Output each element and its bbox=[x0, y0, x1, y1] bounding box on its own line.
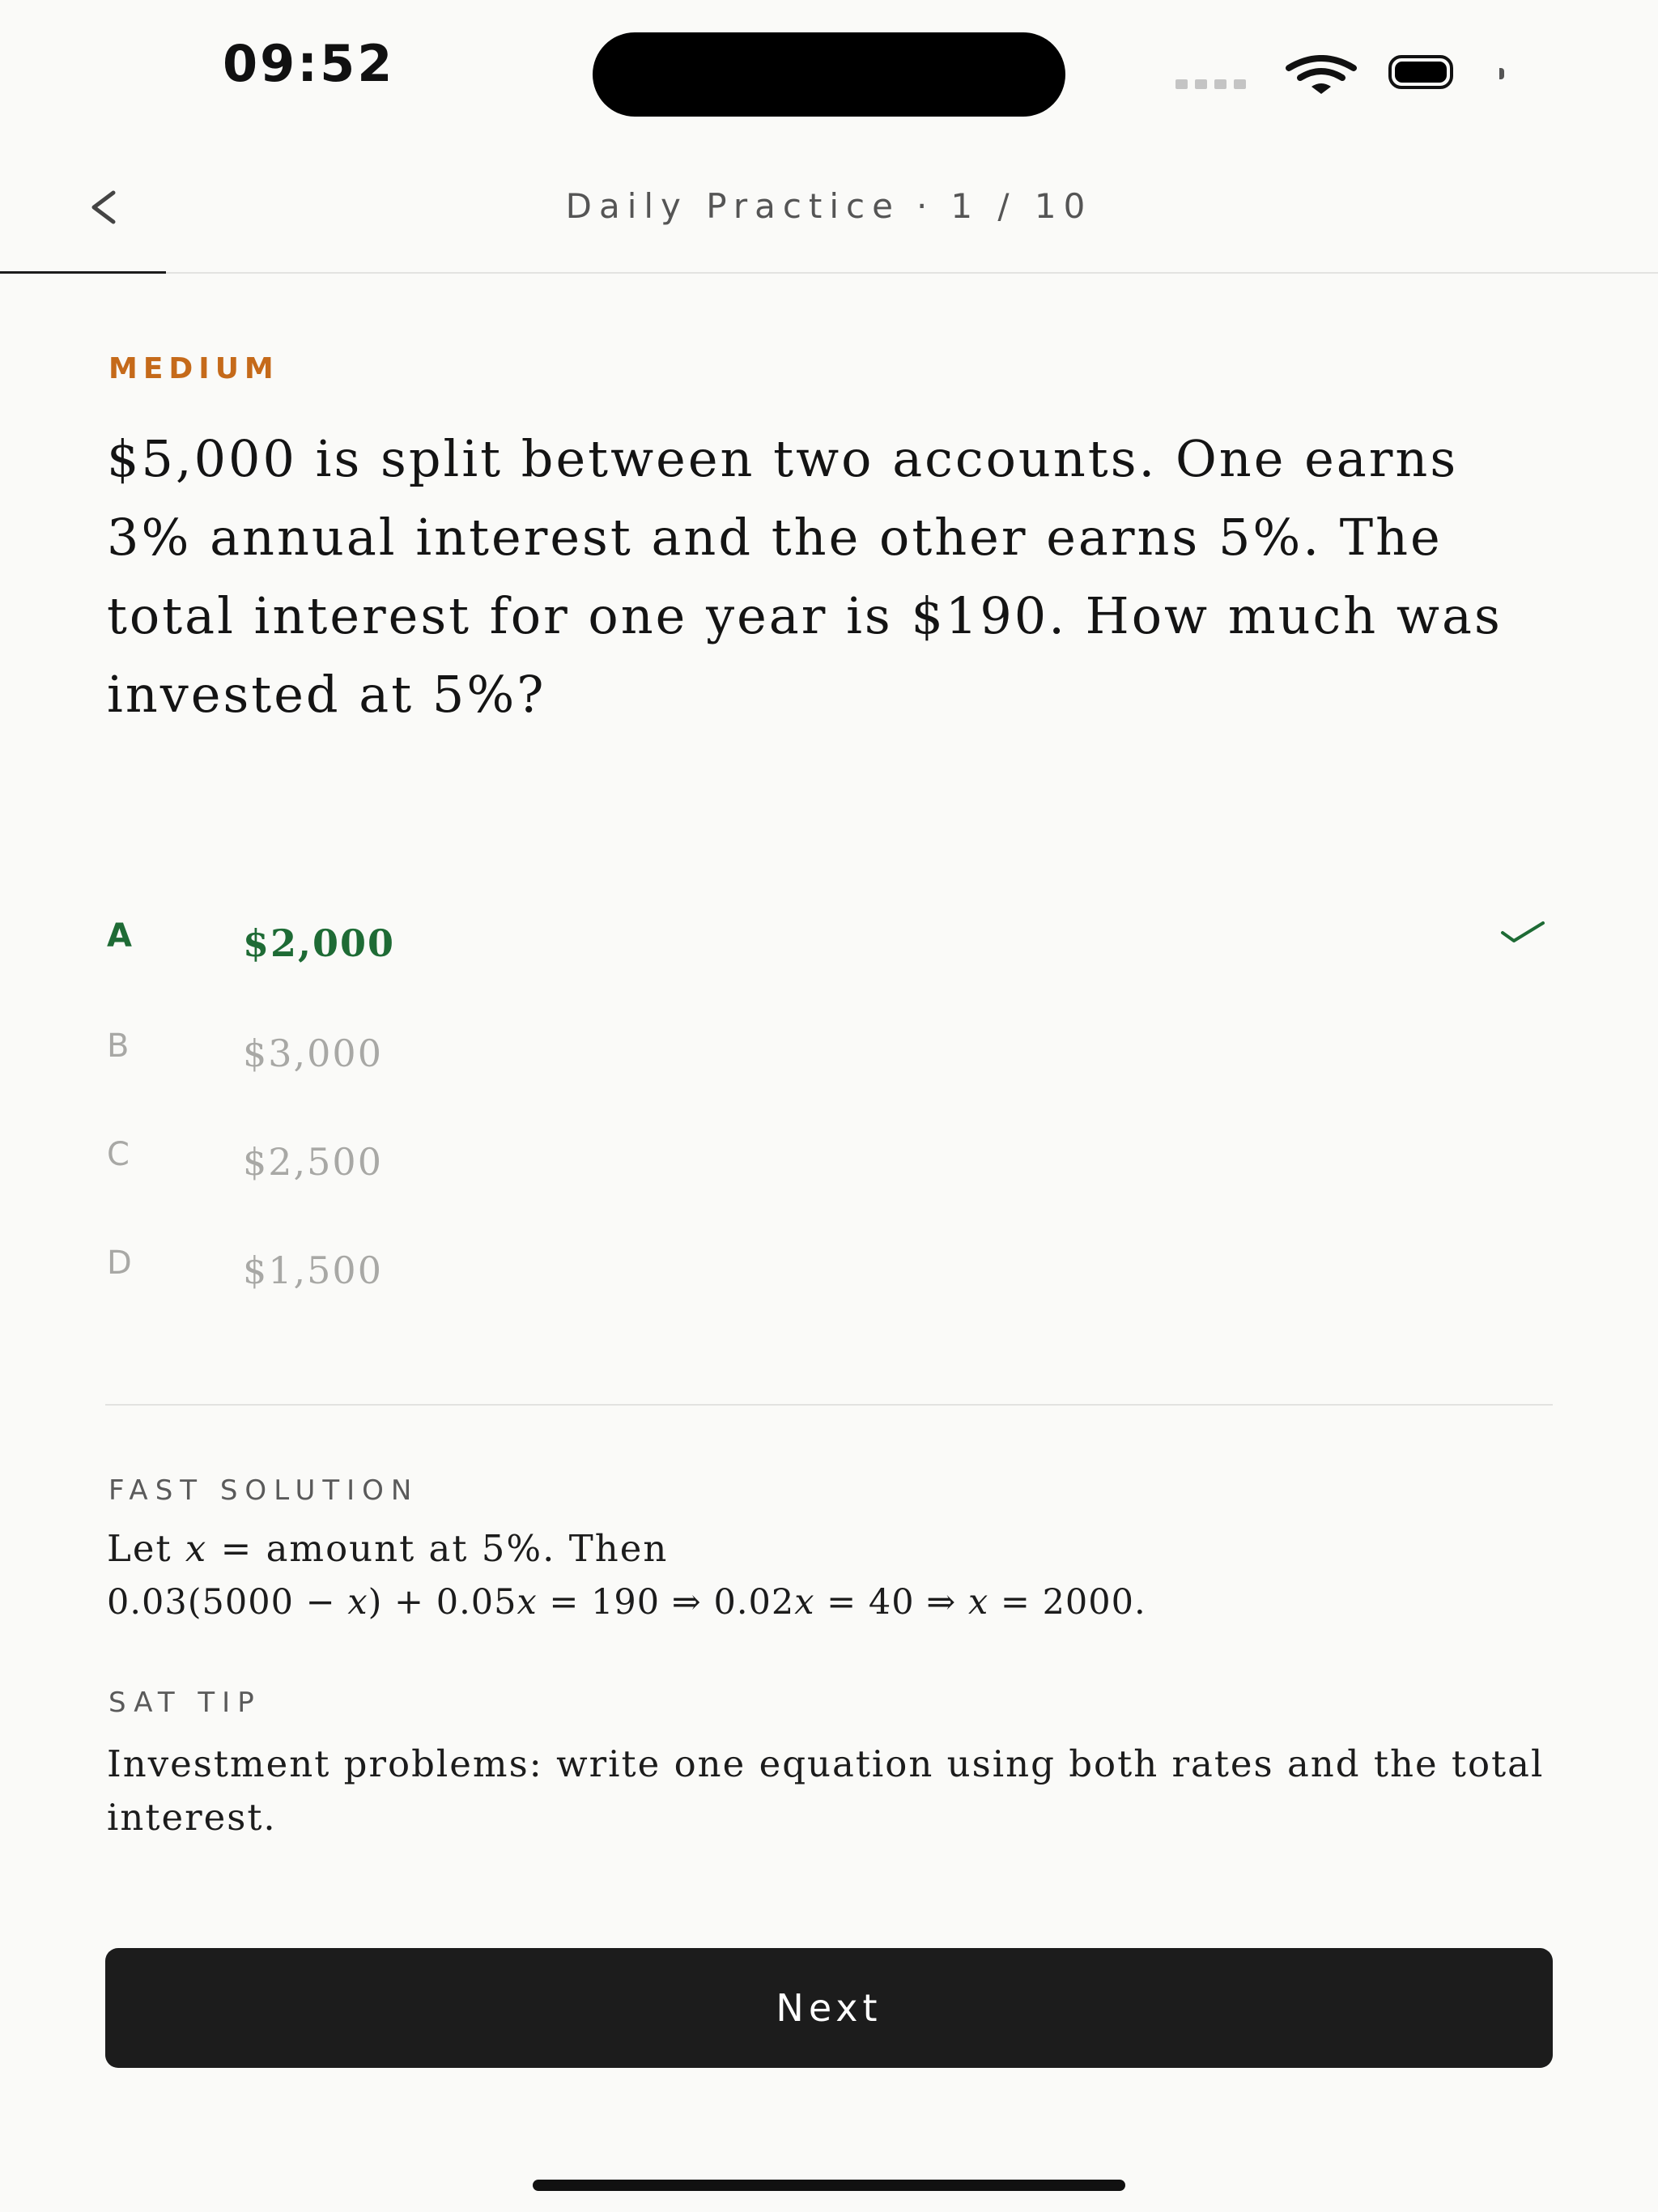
solution-equation: 0.03(5000 − 𝑥) + 0.05𝑥 = 190 ⇒ 0.02𝑥 = 40 ⇒ 𝑥 = 2000. bbox=[107, 1582, 1146, 1623]
option-letter: D bbox=[107, 1244, 134, 1282]
solution-text-line1: Let 𝑥 = amount at 5%. Then bbox=[107, 1527, 669, 1570]
option-text: $2,500 bbox=[243, 1140, 383, 1184]
option-text: $1,500 bbox=[243, 1249, 383, 1292]
progress-fill bbox=[0, 271, 166, 274]
option-d[interactable] bbox=[107, 1244, 1556, 1325]
wifi-icon bbox=[1284, 55, 1358, 94]
tip-text: Investment problems: write one equation using both rates and the total interest. bbox=[107, 1742, 1545, 1839]
next-button[interactable]: Next bbox=[105, 1948, 1553, 2068]
tip-label: SAT TIP bbox=[108, 1687, 261, 1719]
difficulty-badge: MEDIUM bbox=[108, 352, 279, 385]
checkmark-icon bbox=[1499, 918, 1546, 946]
option-a[interactable] bbox=[107, 917, 1556, 998]
cellular-signal-icon bbox=[1175, 79, 1246, 89]
option-letter: B bbox=[107, 1027, 131, 1065]
option-letter: C bbox=[107, 1136, 131, 1173]
option-letter: A bbox=[107, 917, 134, 955]
option-text: $3,000 bbox=[243, 1032, 383, 1075]
battery-icon bbox=[1388, 55, 1453, 89]
question-text: $5,000 is split between two accounts. One earns 3% annual interest and the other earns 5%. The total interest for one year is $190. How much was invested at 5%? bbox=[107, 429, 1503, 724]
battery-tip bbox=[1499, 68, 1504, 79]
option-c[interactable] bbox=[107, 1138, 1556, 1216]
progress-track bbox=[0, 272, 1658, 274]
nav-separator: · bbox=[916, 186, 935, 226]
section-divider bbox=[105, 1404, 1553, 1406]
option-b[interactable] bbox=[107, 1027, 1556, 1108]
solution-label: FAST SOLUTION bbox=[108, 1474, 419, 1507]
dynamic-island bbox=[593, 32, 1065, 117]
home-indicator bbox=[533, 2180, 1125, 2191]
status-time: 09:52 bbox=[223, 34, 395, 93]
nav-title bbox=[0, 186, 1658, 226]
nav-title-text: Daily Practice bbox=[565, 186, 900, 226]
progress-counter: 1 / 10 bbox=[950, 186, 1093, 226]
option-text: $2,000 bbox=[243, 921, 396, 965]
